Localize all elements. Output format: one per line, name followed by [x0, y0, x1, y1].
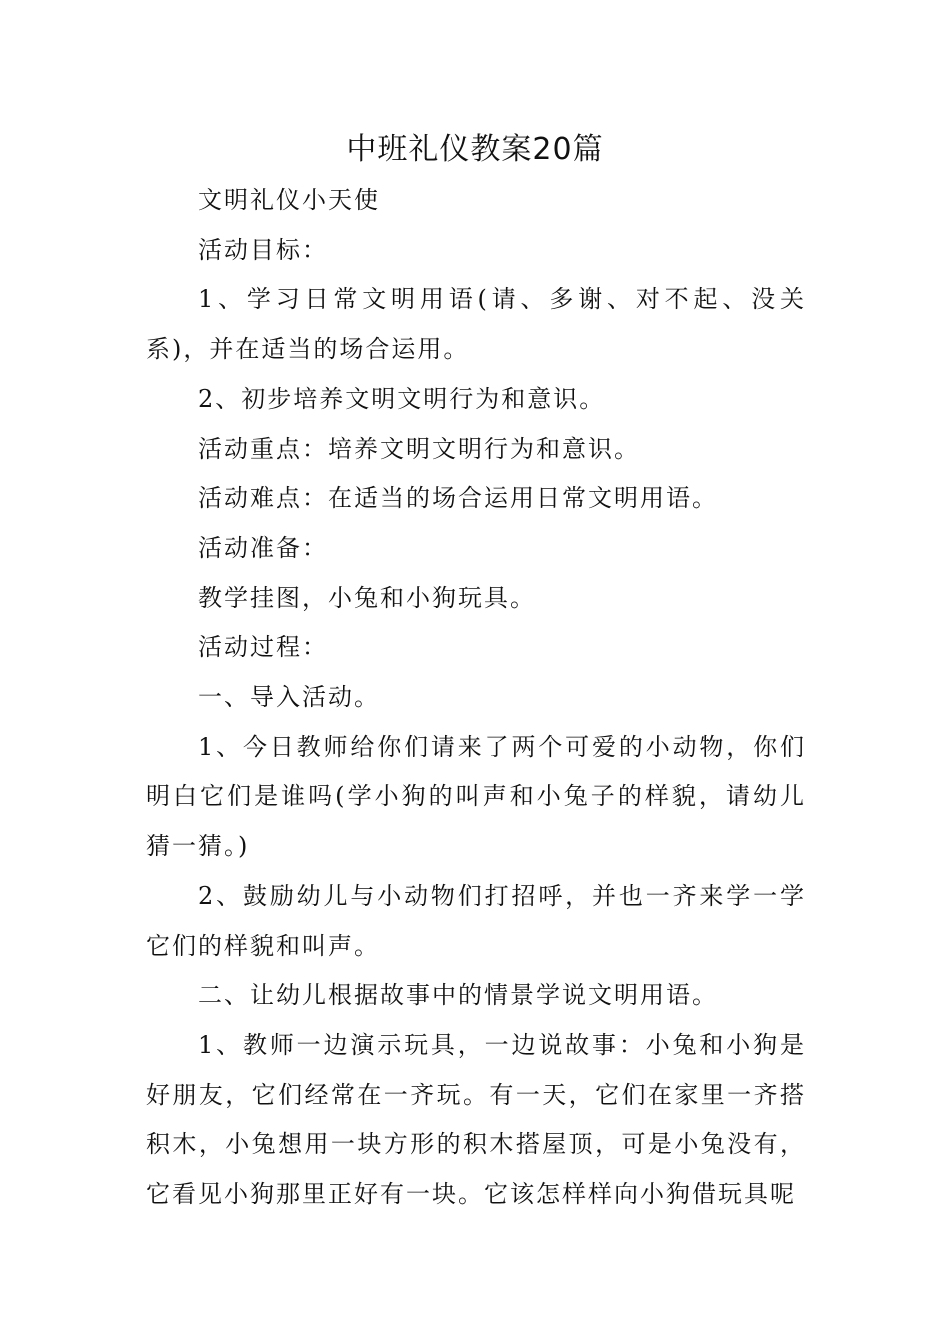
paragraph: 活动目标： [198, 235, 328, 264]
paragraph: 1、教师一边演示玩具，一边说故事：小兔和小狗是好朋友，它们经常在一齐玩。有一天，它们在家里一齐搭积木，小兔想用一块方形的积木搭屋顶，可是小兔没有，它看见小狗那里正好有一块。它该怎样样向小狗借玩具呢 [146, 1030, 806, 1209]
paragraph: 2、鼓励幼儿与小动物们打招呼，并也一齐来学一学它们的样貌和叫声。 [146, 881, 806, 960]
paragraph: 文明礼仪小天使 [198, 186, 380, 214]
paragraph: 活动过程： [198, 633, 328, 662]
paragraph: 二、让幼儿根据故事中的情景学说文明用语。 [198, 981, 718, 1010]
paragraph: 1、今日教师给你们请来了两个可爱的小动物，你们明白它们是谁吗(学小狗的叫声和小兔子的样貌，请幼儿猜一猜。) [146, 732, 806, 861]
paragraph: 教学挂图，小兔和小狗玩具。 [198, 583, 536, 612]
document-body [146, 176, 806, 1220]
paragraph: 活动准备： [198, 533, 328, 562]
paragraph: 一、导入活动。 [198, 683, 380, 712]
paragraph: 2、初步培养文明文明行为和意识。 [198, 384, 606, 413]
paragraph: 活动难点：在适当的场合运用日常文明用语。 [198, 484, 718, 513]
paragraph: 活动重点：培养文明文明行为和意识。 [198, 434, 640, 463]
paragraph: 1、学习日常文明用语(请、多谢、对不起、没关系)，并在适当的场合运用。 [146, 285, 806, 364]
document-title: 中班礼仪教案20篇 [346, 132, 604, 167]
